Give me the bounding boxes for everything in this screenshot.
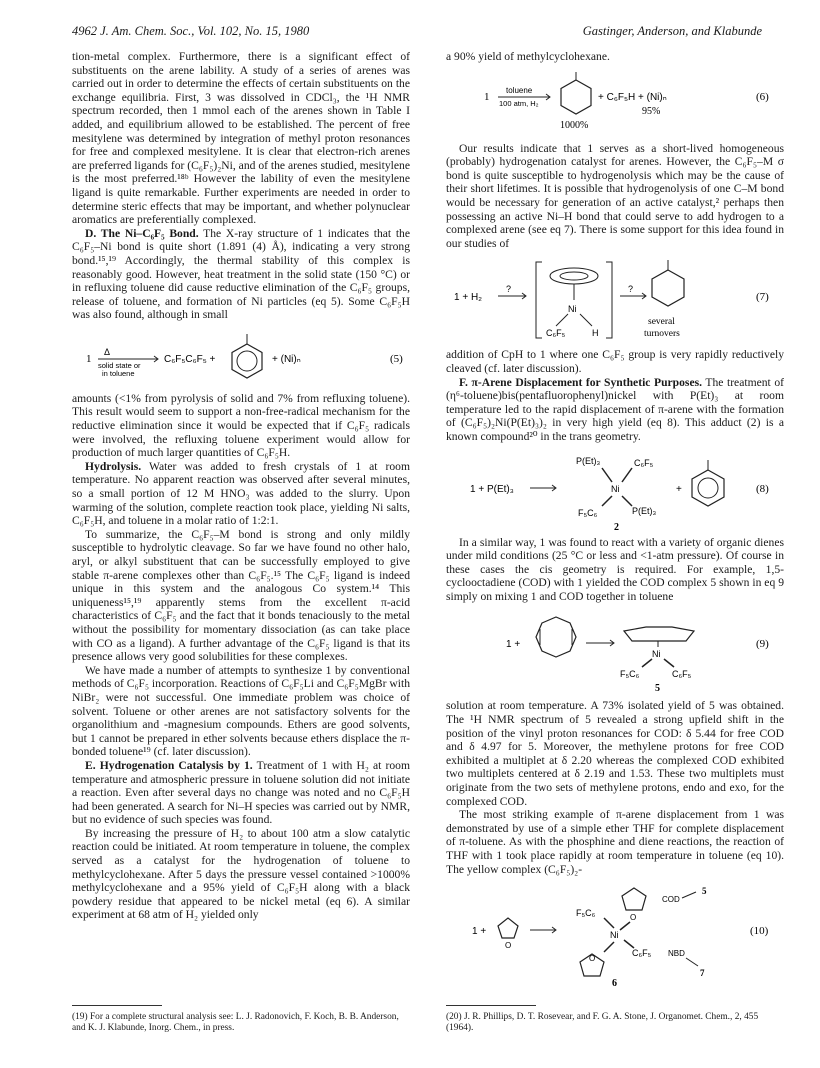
thf-ring xyxy=(498,918,518,938)
eq5-lhs: 1 xyxy=(86,352,92,365)
ni-c6f5-bond xyxy=(556,314,568,326)
bond xyxy=(604,942,614,952)
right-bracket xyxy=(606,262,612,338)
eq10-lhs: 1 + xyxy=(472,926,487,938)
eq6-yield-2: 95% xyxy=(642,105,661,117)
equation-7-figure xyxy=(446,256,784,342)
eq10-o1: O xyxy=(505,941,512,951)
equation-9 xyxy=(446,609,784,693)
eq9-lhs: 1 + xyxy=(506,639,521,651)
equation-5-figure xyxy=(72,328,410,386)
bond xyxy=(602,496,612,506)
eq6-yield-1: 1000% xyxy=(560,119,589,131)
eq6-cond-bot: 100 atm, H₂ xyxy=(499,98,539,108)
eq7-c6f5: C₆F₅ xyxy=(546,328,566,339)
left-bracket xyxy=(536,262,542,338)
eq5-cond-top: Δ xyxy=(104,346,111,357)
arene-inner xyxy=(560,272,588,280)
eq5-cond-mid: solid state or xyxy=(98,360,141,370)
eq5-product-2: + (Ni)ₙ xyxy=(272,353,301,365)
section-heading: F. π-Arene Displacement for Synthetic Purposes. xyxy=(459,375,702,389)
running-header xyxy=(72,24,762,42)
paragraph: amounts (<1% from pyrolysis of solid and 7% from refluxing toluene). This result would seem to support a non-free-radical mechanism for the reductive elimination since it would be expected that if C₆F₅ radicals were involved, the refluxing toluene experiment would allow for production of much larger quantities of C₆F₅H. xyxy=(72,391,410,460)
cod-ring xyxy=(536,617,576,657)
cyclohexane-ring xyxy=(561,80,591,114)
eq10-ni: Ni xyxy=(610,930,619,941)
equation-6 xyxy=(446,70,784,136)
paragraph: solution at room temperature. A 73% isolated yield of 5 was obtained. The ¹H NMR spectrum of 5 revealed a strong upfield shift in the position of the vinyl proton resonances for COD: δ 5.44 for free COD and δ 4.97 for 5. Moreover, the methylene protons for free COD exhibited a multiplet at δ 2.20 whereas the complexed COD exhibited two multiplets centered at δ 2.19 and 1.53. These two multiplets must originate from the two sets of methylene protons, endo and exo, for the complexed COD. xyxy=(446,699,784,808)
equation-7 xyxy=(446,256,784,342)
eq5-cond-bot: in toluene xyxy=(102,368,135,378)
section-text: Treatment of 1 with H₂ at room temperature and atmospheric pressure in toluene solution did not initiate a reaction. Even after several days no change was noted and no C₆F₅H had been generated. A search for Ni–H species was carried out by NMR, but no evidence of such species was found. xyxy=(72,758,410,827)
eq8-f5c6: F₅C₆ xyxy=(578,507,598,518)
toluene-ring xyxy=(692,470,724,506)
eq10-nbd: NBD xyxy=(668,949,685,959)
paragraph: Our results indicate that 1 serves as a short-lived homogeneous (probably) hydrogenation catalyst for arenes. However, the C₆F₅–M σ bond is quite susceptible to hydrogenolysis which may be the cause of their short lifetimes. It is possible that hydrogenolysis of one C–M bond would be necessary for generation of an active catalyst,² perhaps then possessing an active Ni–H bond that could serve to add hydrogen to a complexed arene (see eq 7). There is some support for this idea found in our studies of xyxy=(446,141,784,250)
eq5-number: (5) xyxy=(390,352,403,365)
section-d xyxy=(72,227,410,322)
footnote-rule-right xyxy=(446,1005,536,1006)
eq10-number: (10) xyxy=(750,925,769,938)
eq5-product-1: C₆F₅C₆F₅ + xyxy=(164,353,216,365)
eq10-f5c6: F₅C₆ xyxy=(576,908,596,919)
eq9-number: (9) xyxy=(756,638,769,651)
section-text: The X-ray structure of 1 indicates that the C₆F₅–Ni bond is quite short (1.891 (4) Å), indicating a very strong bond.¹⁵,¹⁹ Accordingly, the thermal stability of this complex is reasonably good. However, heat treatment in the solid state (150 °C) or in refluxing toluene did cause reductive elimination of the C₆F₅ groups, release of toluene, and formation of Ni particles (eq 5). Some C₆F₅H was also found, although in small xyxy=(72,226,410,322)
bond xyxy=(622,468,632,482)
eq8-ni: Ni xyxy=(611,483,620,494)
eq10-c6f5: C₆F₅ xyxy=(632,948,652,959)
complexed-cod xyxy=(624,627,694,641)
section-e xyxy=(72,759,410,827)
paragraph: We have made a number of attempts to synthesize 1 by conventional methods of C₆F₅ incorporation. Reactions of C₆F₅Li and C₆F₅MgBr with NiBr₂ were not successful. One immediate problem was choice of solvent. Toluene or other arenes are not satisfactory solvents for the organolithium and -magnesium compounds. Ethers are good solvents, but 1 cannot be prepared in ether solvents because ethers displace the π-bonded toluene¹⁹ (cf. later discussion). xyxy=(72,663,410,759)
eq8-compound-label: 2 xyxy=(614,521,619,530)
section-text: Water was added to fresh crystals of 1 at room temperature. No apparent reaction was observed after several minutes, so a small portion of 12 M HNO₃ was added to the slurry. Upon warming of the solution, complete reaction took place, yielding Ni salts, C₆F₅H, and toluene in a molar ratio of 1:2:1. xyxy=(72,459,410,528)
arene-ring xyxy=(550,268,598,284)
eq7-number: (7) xyxy=(756,291,769,304)
equation-8-figure xyxy=(446,450,784,530)
equation-9-figure xyxy=(446,609,784,693)
eq8-plus: + xyxy=(676,483,682,495)
eq8-lhs: 1 + P(Et)₃ xyxy=(470,483,514,495)
paragraph: In a similar way, 1 was found to react with a variety of organic dienes under mild conditions (25 °C or less and <1-atm pressure). Of course in these cases the cis geometry is required. For example, 1,5-cyclooctadiene (COD) with 1 yielded the COD complex 5 shown in eq 9 simply on mixing 1 and COD together in toluene xyxy=(446,535,784,603)
eq9-f5c6: F₅C₆ xyxy=(620,669,640,680)
eq10-o3: O xyxy=(589,954,596,964)
eq7-q2: ? xyxy=(628,284,634,295)
equation-5 xyxy=(72,328,410,386)
eq7-note-1: several xyxy=(648,317,675,328)
eq9-compound-label: 5 xyxy=(655,683,660,694)
paragraph: By increasing the pressure of H₂ to about 100 atm a slow catalytic reaction could be initiated. At room temperature in toluene, the complex served as a catalyst for the hydrogenation of toluene to methylcyclohexane. After 5 days the pressure vessel contained >1000% methylcyclohexane and a 95% yield of C₆F₅H along with a black powdery residue that appeared to be nickel metal (eq 6). A similar experiment at 68 atm of H₂ yielded only xyxy=(72,826,410,922)
journal-citation: 4962 J. Am. Chem. Soc., Vol. 102, No. 15, 1980 xyxy=(72,24,310,38)
cyclohexane-ring xyxy=(652,270,684,306)
eq8-pet-bot: P(Et)₃ xyxy=(632,505,657,516)
eq7-ni: Ni xyxy=(568,304,577,315)
eq9-ni: Ni xyxy=(652,649,661,660)
eq7-lhs: 1 + H₂ xyxy=(454,292,483,304)
equation-8 xyxy=(446,450,784,530)
bond xyxy=(602,468,612,482)
bond xyxy=(624,940,634,948)
equation-10 xyxy=(446,882,784,986)
eq8-number: (8) xyxy=(756,482,769,495)
equation-6-figure xyxy=(446,70,784,136)
eq7-note-2: turnovers xyxy=(644,329,680,340)
paragraph: tion-metal complex. Furthermore, there is a significant effect of substituents on the arene lability. A study of a series of arenes was carried out in order to determine the effects of certain substituents on the exchange equilibria. First, 3 was dissolved in CDCl₃, the ¹H NMR spectrum recorded, then 1 mmol each of the arenes shown in Table I added, and equilibrium allowed to be established. The percent of free mesitylene was determined by integration of methyl proton resonances for free and complexed mesitylene. It is clear that electron-rich arenes are preferred ligands for (C₆F₅)₂Ni, and of the arenes studied, mesitylene is the most preferred.¹⁸ᵇ However the lability of even the mesitylene ligand is quite remarkable. Further experiments are needed in order to determine steric effects that may be important, and whether polynuclear aromatics are preferentially complexed. xyxy=(72,50,410,227)
eq10-cod: COD xyxy=(662,895,680,905)
eq7-h: H xyxy=(592,328,599,339)
footnote-19: (19) For a complete structural analysis see: L. J. Radonovich, F. Koch, B. B. Anderson, and K. J. Klabunde, Inorg. Chem., in press. xyxy=(72,1012,399,1033)
equation-10-figure xyxy=(446,882,784,986)
eq7-q1: ? xyxy=(506,284,512,295)
footnote-20: (20) J. R. Phillips, D. T. Rosevear, and F. G. A. Stone, J. Organomet. Chem., 2, 455 (1964). xyxy=(446,1012,759,1033)
paragraph: To summarize, the C₆F₅–M bond is strong and only mildly susceptible to hydrolytic cleavage. So far we have found no other halo, aryl, or alkyl substituent that can be successfully employed to give stable π-arene complexes other than C₆F₅.¹⁵ The C₆F₅ ligand is indeed unique in this system and the analogous Co system.¹⁴ This uniqueness¹⁵,¹⁹ apparently stems from the excellent π-acid characteristics of C₆F₅ and the fact that it bonds tenaciously to the metal without the possibility for momentary dissociation (as can take place with CO as a ligand). A further advantage of the C₆F₅ ligand is that its presence allows very good solubilities for these complexes. xyxy=(72,527,410,664)
author-names: Gastinger, Anderson, and Klabunde xyxy=(582,24,762,38)
eq10-product-7: 7 xyxy=(700,968,705,979)
arrow xyxy=(686,958,698,966)
section-heading: E. Hydrogenation Catalysis by 1. xyxy=(85,758,253,772)
eq8-c6f5-top: C₆F₅ xyxy=(634,457,654,468)
ni-h-bond xyxy=(580,314,592,326)
bond xyxy=(620,922,630,930)
bond xyxy=(622,496,632,506)
eq10-product-5: 5 xyxy=(702,886,707,897)
bond xyxy=(642,659,652,667)
bond xyxy=(664,659,674,667)
eq6-lhs: 1 xyxy=(484,90,490,103)
section-heading: D. The Ni–C₆F₅ Bond. xyxy=(85,226,199,240)
section-heading: Hydrolysis. xyxy=(85,459,142,473)
aromatic-circle xyxy=(698,478,718,498)
eq10-o2: O xyxy=(630,913,637,923)
right-column xyxy=(446,50,784,992)
left-column xyxy=(72,50,410,922)
section-hydrolysis xyxy=(72,460,410,528)
thf-ring-top xyxy=(622,888,646,910)
eq9-c6f5: C₆F₅ xyxy=(672,669,692,680)
section-text: The treatment of (η⁶-toluene)bis(pentafluorophenyl)nickel with P(Et)₃ at room temperature led to the rapid displacement of π-arene with the formation of (C₆F₅)₂Ni(P(Et)₃)₂ in very high yield (eq 8). This adduct (2) is a known compound²⁰ in the trans geometry. xyxy=(446,375,784,443)
section-f xyxy=(446,376,784,444)
eq6-cond-top: toluene xyxy=(506,85,533,95)
paragraph: a 90% yield of methylcyclohexane. xyxy=(446,50,610,63)
paragraph: addition of CpH to 1 where one C₆F₅ group is very rapidly reductively cleaved (cf. later discussion). xyxy=(446,348,784,375)
eq6-products: + C₆F₅H + (Ni)ₙ xyxy=(598,91,667,103)
eq10-compound-label: 6 xyxy=(612,978,617,987)
bond xyxy=(604,918,614,928)
aromatic-circle xyxy=(237,351,257,371)
eq6-number: (6) xyxy=(756,90,769,103)
paragraph: The most striking example of π-arene displacement from 1 was demonstrated by use of a simple ether THF for complete displacement of π-toluene. As with the phosphine and diene reactions, the reaction of THF with 1 took place rapidly at room temperature in toluene (eq 10). The yellow complex (C₆F₅)₂- xyxy=(446,808,784,876)
arrow xyxy=(682,892,696,898)
footnote-rule-left xyxy=(72,1005,162,1006)
eq8-pet-top: P(Et)₃ xyxy=(576,455,601,466)
